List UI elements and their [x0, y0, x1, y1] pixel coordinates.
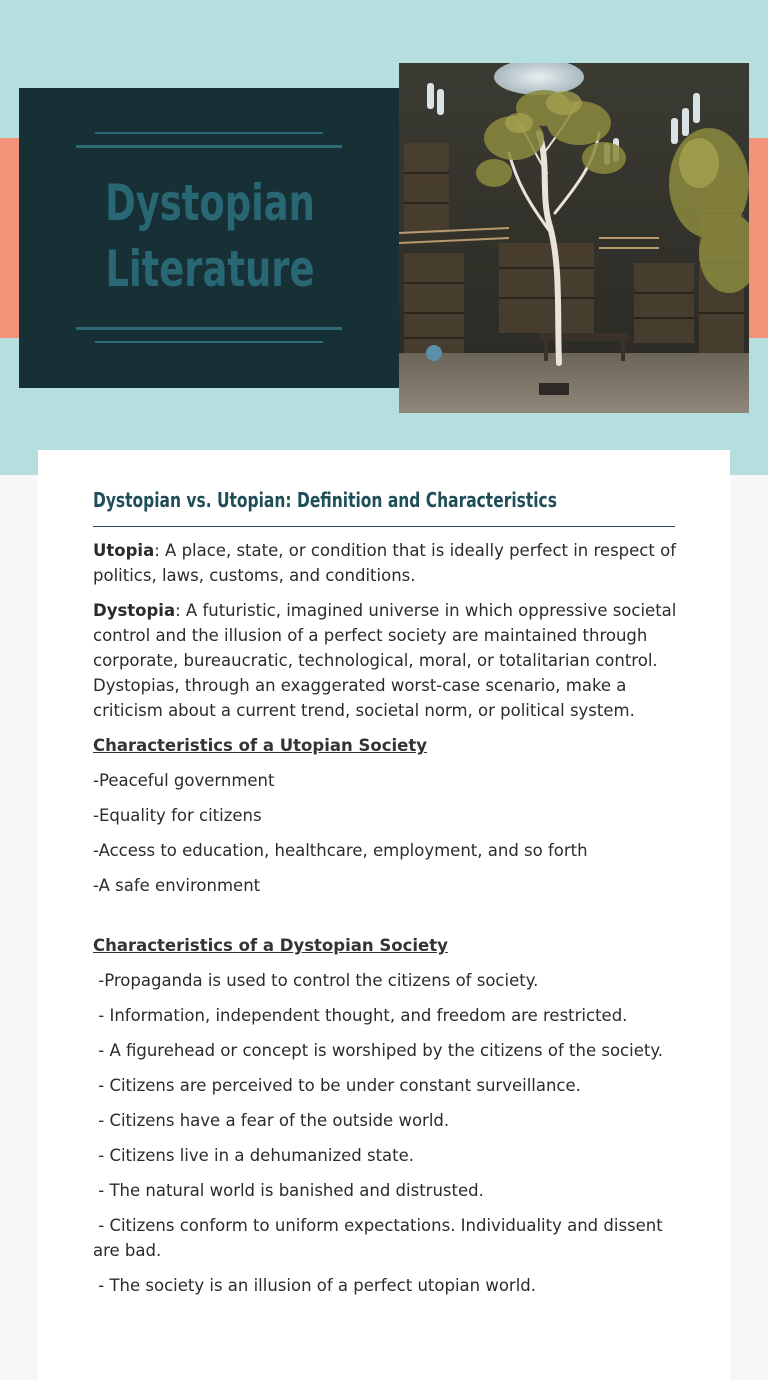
title-rule-top-thin — [95, 132, 323, 134]
list-item: - Information, independent thought, and freedom are restricted. — [93, 1006, 628, 1025]
list-item: - Citizens live in a dehumanized state. — [93, 1146, 415, 1165]
utopia-definition — [93, 538, 683, 588]
spacer — [93, 908, 683, 933]
list-item: - Citizens conform to uniform expectations. Individuality and dissent are bad. — [93, 1216, 668, 1260]
list-item: -Equality for citizens — [93, 806, 262, 825]
title-line-1: Dystopian — [105, 174, 315, 232]
library-illustration — [399, 63, 749, 413]
dystopia-term: Dystopia — [93, 601, 176, 620]
list-item: -Access to education, healthcare, employment, and so forth — [93, 841, 588, 860]
list-item: - Citizens have a fear of the outside world. — [93, 1111, 450, 1130]
list-item: -Peaceful government — [93, 771, 275, 790]
section-heading: Dystopian vs. Utopian: Definition and Characteristics — [93, 488, 557, 512]
page-title — [53, 170, 366, 302]
title-rule-top-thick — [76, 145, 342, 148]
list-item: -A safe environment — [93, 876, 261, 895]
title-card — [19, 88, 401, 388]
dystopian-subheading: Characteristics of a Dystopian Society — [93, 936, 448, 955]
list-item: - The natural world is banished and distrusted. — [93, 1181, 484, 1200]
content-card — [38, 450, 730, 1380]
list-item: - The society is an illusion of a perfect utopian world. — [93, 1276, 537, 1295]
list-item: - A figurehead or concept is worshiped by the citizens of the society. — [93, 1041, 663, 1060]
utopia-term: Utopia — [93, 541, 155, 560]
heading-divider — [93, 526, 675, 527]
title-rule-bottom-thick — [76, 327, 342, 330]
utopia-def-text: : A place, state, or condition that is ideally perfect in respect of politics, laws, customs, and conditions. — [93, 541, 676, 585]
dystopia-definition — [93, 598, 683, 723]
title-line-2: Literature — [105, 240, 315, 298]
list-item: - Citizens are perceived to be under constant surveillance. — [93, 1076, 581, 1095]
list-item: -Propaganda is used to control the citizens of society. — [93, 971, 539, 990]
title-rule-bottom-thin — [95, 341, 323, 343]
section-body — [93, 538, 683, 1308]
library-image — [399, 63, 749, 413]
utopian-subheading: Characteristics of a Utopian Society — [93, 736, 427, 755]
dystopia-def-text: : A futuristic, imagined universe in which oppressive societal control and the illusion of a perfect society are maintained through corporate, bureaucratic, technological, moral, or totalitarian control. Dystopias, through an exaggerated worst-case scenario, make a criticism about a current trend, societal norm, or political system. — [93, 601, 677, 720]
